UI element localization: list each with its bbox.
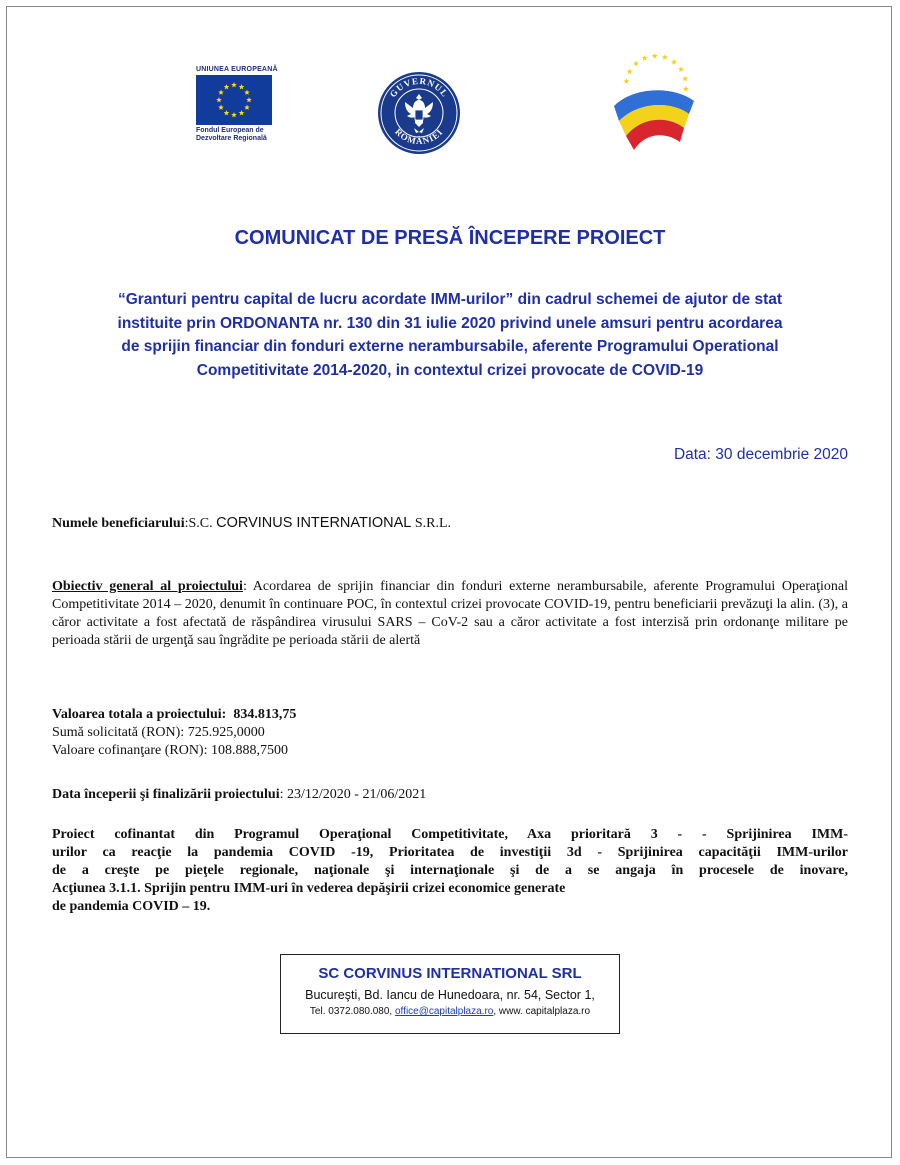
eu-star-icon xyxy=(224,110,230,115)
cofinanced-line: urilor ca reacţie la pandemia COVID -19, Prioritatea de investiţii 3d - Sprijinirea capacităţii IMM-urilor xyxy=(52,845,848,860)
gov-seal-bottom-text: ROMÂNIEI xyxy=(393,126,445,147)
eu-star-icon xyxy=(239,110,245,115)
project-values xyxy=(52,706,848,760)
ring-star-icon xyxy=(682,76,688,82)
release-date: Data: 30 decembrie 2020 xyxy=(673,446,848,463)
subtitle-line: instituite prin ORDONANTA nr. 130 din 31 iulie 2020 privind unele amsuri pentru acordarea xyxy=(117,314,783,332)
total-value-label: Valoarea totala a proiectului: xyxy=(52,707,227,722)
project-dates xyxy=(52,786,848,804)
ring-star-icon xyxy=(678,66,684,72)
eu-flag-icon xyxy=(196,75,272,125)
ring-star-icon xyxy=(642,55,648,61)
contact-website: , www. capitalplaza.ro xyxy=(493,1006,591,1017)
ring-star-icon xyxy=(671,59,677,65)
contact-phone: Tel. 0372.080.080, xyxy=(309,1006,395,1017)
structural-funds-logo-icon xyxy=(594,46,714,156)
contact-company-name: SC CORVINUS INTERNATIONAL SRL xyxy=(318,965,582,982)
objective-label: Obiectiv general al proiectului xyxy=(52,579,243,594)
beneficiary-label: Numele beneficiarului xyxy=(52,516,185,531)
eu-star-icon xyxy=(218,90,224,95)
gov-seal-top-text: GUVERNUL xyxy=(387,75,451,100)
subtitle-line: “Granturi pentru capital de lucru acordate IMM-urilor” din cadrul schemei de ajutor de stat xyxy=(117,291,783,308)
total-value: 834.813,75 xyxy=(233,707,297,722)
ring-star-icon xyxy=(627,68,633,74)
eu-logo-top-text: UNIUNEA EUROPEANĂ xyxy=(196,66,278,73)
ring-star-icon xyxy=(683,86,689,92)
eu-star-icon xyxy=(231,82,237,87)
project-subtitle xyxy=(40,288,860,382)
objective-paragraph xyxy=(52,578,848,650)
ring-star-icon xyxy=(662,54,668,60)
contact-address: Bucureşti, Bd. Iancu de Hunedoara, nr. 54, Sector 1, xyxy=(305,988,595,1002)
objective-text: : Acordarea de sprijin financiar din fonduri externe nerambursabile, aferente Programului Operaţional Competitivitate 2014 – 2020, denumit în continuare POC, în contextul crizei provocate COVID-19, pentru beneficiarii prevăzuţi la alin. (3), a căror activitate a fost afectată de răspândirea virusului SARS – CoV-2 sau a căror activitate a fost interzisă prin ordonanţe militare pe perioada stării de urgenţă sau îngrădite pe perioada stării de alertă xyxy=(52,579,848,648)
beneficiary-name: CORVINUS INTERNATIONAL xyxy=(216,515,412,531)
beneficiary-line xyxy=(52,514,848,533)
eu-star-icon xyxy=(231,112,237,117)
cofinancing-amount: Valoare cofinanţare (RON): 108.888,7500 xyxy=(52,743,288,758)
cofinanced-paragraph xyxy=(52,826,848,916)
eu-logo-bottom-line2: Dezvoltare Regională xyxy=(196,135,267,142)
eu-star-icon xyxy=(224,84,230,89)
eu-star-icon xyxy=(216,97,222,102)
ring-star-icon xyxy=(633,60,639,66)
subtitle-line: de sprijin financiar din fonduri externe nerambursabile, aferente Programului Operational xyxy=(121,338,779,355)
beneficiary-suffix: S.R.L. xyxy=(411,516,452,531)
eu-star-icon xyxy=(244,105,250,110)
project-dates-value: : 23/12/2020 - 21/06/2021 xyxy=(279,787,427,802)
beneficiary-prefix: :S.C. xyxy=(184,516,217,531)
eu-logo xyxy=(196,66,276,143)
project-dates-label: Data începerii şi finalizării proiectului xyxy=(52,787,280,802)
cofinanced-line: de a creşte pe pieţele regionale, naţionale şi internaţionale şi de a se angaja în procesele de inovare, xyxy=(52,863,848,878)
eu-logo-bottom-text xyxy=(196,127,276,143)
eu-star-icon xyxy=(244,90,250,95)
eu-logo-bottom-line1: Fondul European de xyxy=(196,127,264,134)
eu-star-icon xyxy=(246,97,252,102)
eu-star-icon xyxy=(218,105,224,110)
page-title: COMUNICAT DE PRESĂ ÎNCEPERE PROIECT xyxy=(234,227,666,249)
ring-star-icon xyxy=(623,78,629,84)
contact-email-link[interactable]: office@capitalplaza.ro xyxy=(395,1006,494,1017)
subtitle-line: Competitivitate 2014-2020, in contextul crizei provocate de COVID-19 xyxy=(196,361,704,379)
contact-box xyxy=(280,954,620,1034)
eu-star-icon xyxy=(239,84,245,89)
cofinanced-line: de pandemia COVID – 19. xyxy=(52,899,211,914)
requested-amount: Sumă solicitată (RON): 725.925,0000 xyxy=(52,725,265,740)
government-seal-icon xyxy=(376,70,462,156)
contact-details xyxy=(281,1006,619,1017)
ring-star-icon xyxy=(652,53,658,59)
total-value-line xyxy=(52,706,848,724)
cofinanced-line: Acţiunea 3.1.1. Sprijin pentru IMM-uri în vederea depăşirii crizei economice generate xyxy=(52,881,566,896)
cofinanced-line: Proiect cofinantat din Programul Operaţional Competitivitate, Axa prioritară 3 - - Sprijinirea IMM- xyxy=(52,827,848,842)
